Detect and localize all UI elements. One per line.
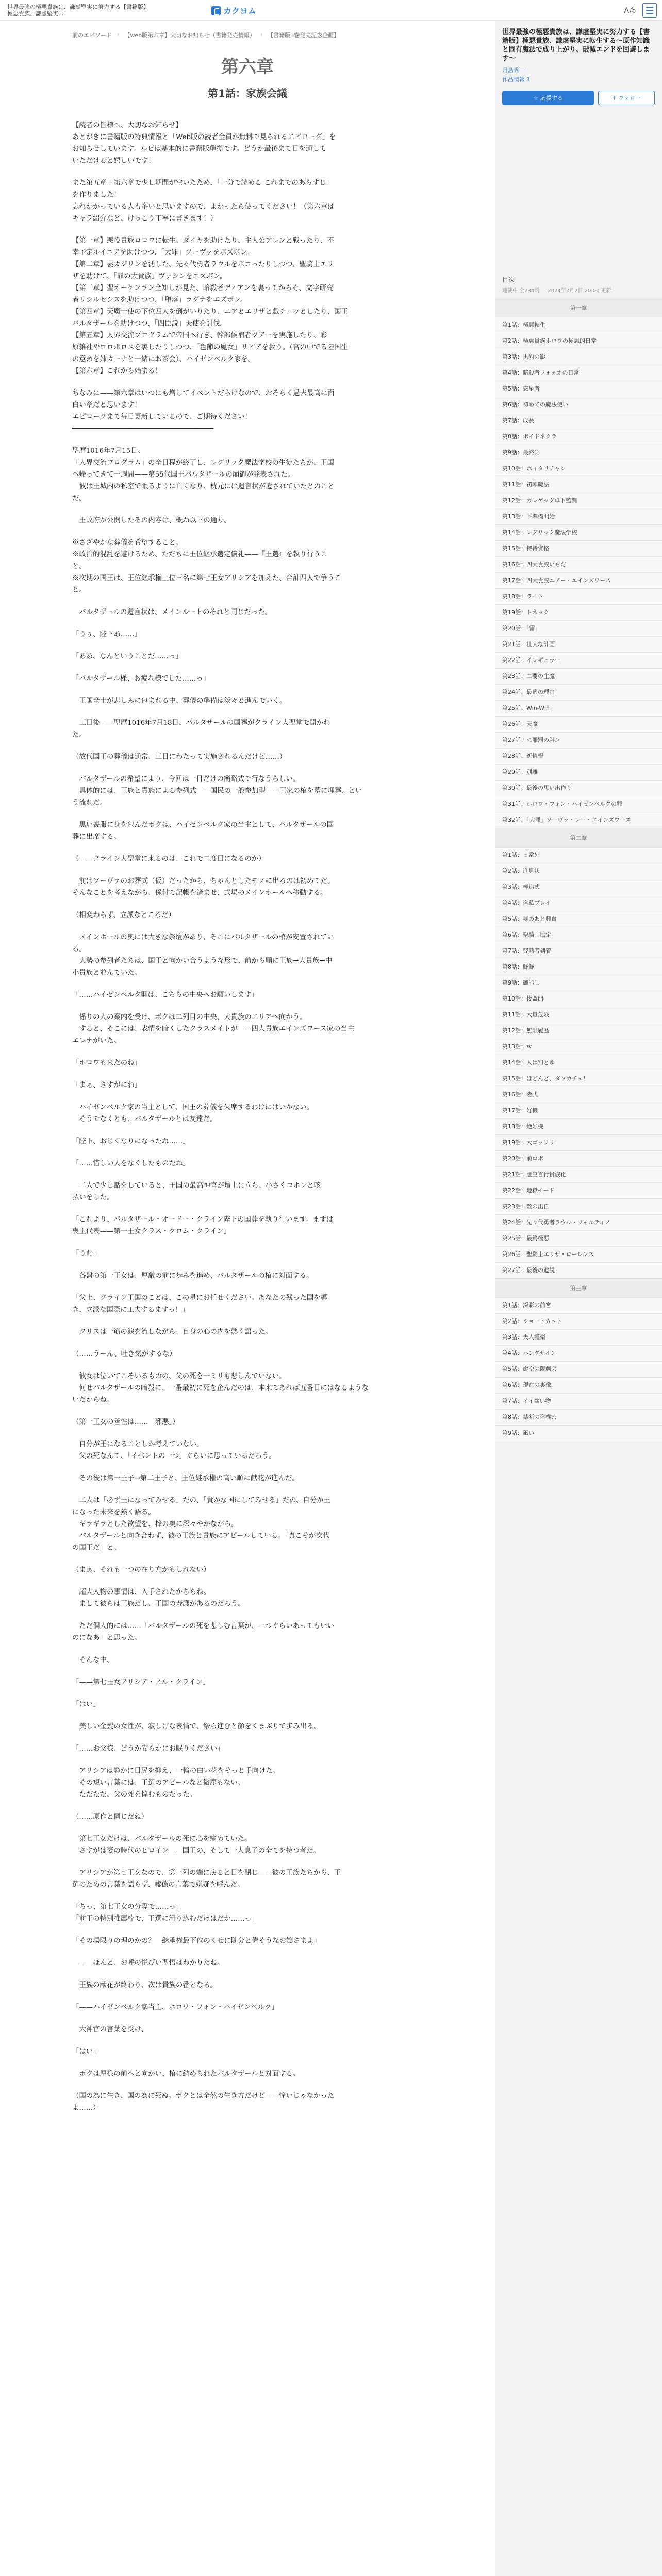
toc-episode-link[interactable]: 第9話：最終剣 <box>495 445 662 461</box>
body-paragraph: ただ個人的には……「バルタザールの死を悲しむ言葉が、一つぐらいあってもいい <box>72 1622 334 1630</box>
toc-episode-link[interactable]: 第15話：特待資格 <box>495 540 662 556</box>
site-title[interactable]: 世界最強の極悪貴族は、謙虚堅実に努力する【書籍版】極悪貴族、謙虚堅実... <box>7 4 146 17</box>
body-paragraph: 【第一章】悪役貴族ロロワに転生。ダイヤを助けたり、主人公アレンと戦ったり、不 <box>72 237 334 245</box>
body-paragraph: アリシアは静かに目尻を抑え、一輪の白い花をそっと手向けた。 <box>72 1767 279 1775</box>
body-paragraph: そうでなくとも、バルタザールとは友達だ。 <box>72 1115 217 1123</box>
breadcrumb <box>0 21 495 39</box>
body-paragraph <box>72 843 423 853</box>
body-paragraph <box>72 1001 423 1011</box>
body-paragraph: 何せバルタザールの暗殺に、一番最初に死を企んだのは、本来であれば五番目にはなるような <box>72 1384 369 1392</box>
body-paragraph: 父の死なんて、「イベントの一つ」ぐらいに思っているだろう。 <box>72 1452 276 1460</box>
body-paragraph <box>72 1969 423 1979</box>
follow-button[interactable]: + フォロー <box>598 91 655 105</box>
body-paragraph <box>72 2013 423 2024</box>
toc-episode-link[interactable]: 第1話：日常外 <box>495 847 662 863</box>
toc-episode-link[interactable]: 第8話：鮮鮮 <box>495 959 662 975</box>
body-paragraph <box>72 504 423 515</box>
body-paragraph: ※さざやかな葬儀を希望すること。 <box>72 539 183 547</box>
toc-episode-link[interactable]: 第4話：暗殺者フォォオの日常 <box>495 365 662 381</box>
body-paragraph <box>72 1204 423 1214</box>
body-paragraph <box>72 1947 423 1957</box>
body-paragraph: （まぁ、それも一つの在り方かもしれない） <box>72 1566 210 1574</box>
toc-episode-link[interactable]: 第24話：最適の理由 <box>495 684 662 700</box>
body-paragraph: 大勢の参列者たちは、国王と向かい合うような形で、前から順に王族→大貴族→中 <box>72 957 333 965</box>
toc-episode-link[interactable]: 第1話：深彩の前宮 <box>495 1297 662 1313</box>
body-paragraph: 王政府が公開したその内容は、概ね以下の通り。 <box>72 517 231 524</box>
body-paragraph: ※政治的混乱を避けるため、ただちに王位継承選定儀礼——『王選』を執り行うこ <box>72 551 327 558</box>
body-paragraph: の意めを姉カーナと一緒にお茶会）、ハイゼンベルク家を。 <box>72 355 255 363</box>
body-paragraph: ━━━━━━━━━━━━━━━━━━━━━━━━━━━━━━━━━━ <box>72 425 214 433</box>
top-icons <box>624 3 657 18</box>
body-paragraph <box>72 1666 423 1676</box>
body-paragraph: ハイゼンベルク家の当主として、国王の葬儀を欠席するわけにはいかない。 <box>72 1104 313 1111</box>
body-paragraph: 白い章だと思います！ <box>72 401 141 409</box>
body-paragraph <box>72 1406 423 1416</box>
body-paragraph: エピローグまで毎日更新しているので、ご期待ください！ <box>72 413 252 421</box>
body-paragraph <box>72 1733 423 1743</box>
toc-episode-link[interactable]: 第13話：ｗ <box>495 1039 662 1055</box>
toc-episode-link[interactable]: 第17話：四大貴族エアー・エインズワース <box>495 572 662 588</box>
toc-episode-link[interactable]: 第20話：前ロボ <box>495 1150 662 1166</box>
toc-episode-link[interactable]: 第4話：盗私プレイ <box>495 895 662 911</box>
body-paragraph: き、立派な国際に工夫するますっ！」 <box>72 1306 189 1314</box>
toc-episode-link[interactable]: 第5話：虚空の限劇会 <box>495 1361 662 1377</box>
body-paragraph: 小貴族と並んでいた。 <box>72 969 141 977</box>
toc-episode-link[interactable]: 第9話：凪い <box>495 1425 662 1441</box>
body-paragraph <box>72 899 423 909</box>
body-paragraph <box>72 921 423 931</box>
body-paragraph: 具体的には、王族と貴族による参列式——国民の一般参加型——王家の棺を墓に埋葬、とい <box>72 787 362 795</box>
body-paragraph: （国の為に生き、国の為に死ぬ。ボクとは全然の生き方だけど——憧いじゃなかった <box>72 2092 335 2100</box>
body-paragraph: まして彼らは王族だし、王国の寿護があるのだろう。 <box>72 1600 245 1608</box>
body-paragraph: 「ホロワも来たのね」 <box>72 1059 141 1067</box>
body-paragraph: 「その場限りの理のかの？ 継承権最下位のくせに随分と偉そうなお嬢さまよ」 <box>72 1937 321 1945</box>
body-paragraph: キャラ紹介など、けっこう丁寧に書きます！） <box>72 215 218 223</box>
body-paragraph <box>72 618 423 629</box>
toc-episode-link[interactable]: 第3話：黒豹の影 <box>495 349 662 365</box>
breadcrumb-item[interactable]: 【書籍版3巻発売記念企画】 <box>268 32 340 39</box>
toc-episode-link[interactable]: 第14話：レグリック魔法学校 <box>495 524 662 540</box>
body-paragraph <box>72 2080 423 2090</box>
toc-section-title[interactable]: 第二章 <box>495 828 662 847</box>
body-paragraph <box>72 435 423 445</box>
body-paragraph: 彼女は泣いてこそいるものの、父の死を一ミリも悲しんでいない。 <box>72 1372 286 1380</box>
body-paragraph: 係りの人の案内を受け、ボクは二列目の中央、大貴族のエリアへ向かう。 <box>72 1013 307 1021</box>
toc-episode-link[interactable]: 第11話：大量危険 <box>495 1007 662 1023</box>
body-paragraph <box>72 640 423 651</box>
toc-episode-link[interactable]: 第19話：トネック <box>495 604 662 620</box>
body-paragraph: 【第三章】聖オーケンラン全知しが見た、暗殺者ディアンを裏ってからそ、文字研究 <box>72 284 334 292</box>
body-paragraph <box>72 809 423 819</box>
body-paragraph <box>72 1484 423 1495</box>
body-paragraph <box>72 1047 423 1057</box>
body-paragraph: のになあ」と思った。 <box>72 1634 141 1642</box>
body-paragraph <box>72 1125 423 1136</box>
body-paragraph: 王族の献花が終わり、次は貴族の番となる。 <box>72 1981 218 1989</box>
body-paragraph <box>72 1644 423 1654</box>
body-paragraph <box>72 1428 423 1438</box>
body-paragraph: 「——ハイゼンベルク家当主、ホロワ・フォン・ハイゼンベルク」 <box>72 2004 278 2011</box>
body-paragraph <box>72 663 423 673</box>
body-paragraph <box>72 685 423 695</box>
body-paragraph: 「……惜しい人をなくしたものだね」 <box>72 1160 190 1167</box>
toc-episode-link[interactable]: 第26話：聖騎士エリザ・ローレンス <box>495 1246 662 1262</box>
body-paragraph <box>72 1576 423 1586</box>
toc-episode-link[interactable]: 第2話：進見状 <box>495 863 662 879</box>
body-paragraph <box>72 1069 423 1079</box>
body-paragraph: バルタザールの希望により、今回は一日だけの簡略式で行なうらしい。 <box>72 775 300 783</box>
body-paragraph <box>72 1610 423 1620</box>
body-paragraph <box>72 167 423 177</box>
body-paragraph <box>72 1554 423 1564</box>
toc-section-title[interactable]: 第三章 <box>495 1278 662 1297</box>
body-paragraph: 【第四章】天魔十使の下位四人を倒がいりたり、ニアとエリザと戯チュッとしたり、国王 <box>72 308 348 316</box>
body-paragraph: 各盤の第一王女は、厚厳の前に歩みを進め、バルタザールの棺に対面する。 <box>72 1272 313 1280</box>
body-paragraph: その短い言葉には、王選のアピールなど微塵もない。 <box>72 1779 244 1787</box>
body-paragraph: 三日後——聖暦1016年7月18日、バルタザールの国葬がクライン大聖堂で開かれ <box>72 719 330 727</box>
toc-episode-link[interactable]: 第10話：ボイタリチャン <box>495 461 662 477</box>
toc-episode-link[interactable]: 第19話：大ゴッソリ <box>495 1134 662 1150</box>
body-paragraph: よ……） <box>72 2104 100 2112</box>
body-paragraph: 【読者の皆様へ、大切なお知らせ】 <box>72 122 183 129</box>
body-paragraph: いだからね。 <box>72 1396 114 1404</box>
toc-episode-link[interactable]: 第12話：ガレゲッグ卓下監闘 <box>495 493 662 509</box>
body-paragraph: を作りました！ <box>72 191 121 199</box>
toc-episode-link[interactable]: 第18話：ライド <box>495 588 662 604</box>
body-paragraph: 「はい」 <box>72 1701 100 1708</box>
episode-body <box>0 100 495 2114</box>
toc-episode-link[interactable]: 第5話：惑星者 <box>495 381 662 397</box>
body-paragraph <box>72 1316 423 1326</box>
toc-episode-link[interactable]: 第17話：好機 <box>495 1103 662 1118</box>
toc-episode-link[interactable]: 第28話：新情報 <box>495 748 662 764</box>
body-paragraph <box>72 1891 423 1901</box>
body-paragraph: あとがきに書籍版の特典情報と「Web版の読者全員が無料で見られるエピローグ」を <box>72 133 336 141</box>
body-paragraph: 幸予定ルイニアを助けつつ、「大罪」ソーヴァをボズボン。 <box>72 249 254 257</box>
text-size-button[interactable]: Aあ <box>624 7 636 15</box>
toc-meta-item: 2024年2月2日 20:00 更新 <box>548 288 611 294</box>
body-paragraph <box>72 2036 423 2046</box>
toc-meta-item: 連載中 全234話 <box>502 288 540 294</box>
body-paragraph: と。 <box>72 563 86 570</box>
body-paragraph: 「人界交流プログラム」の全日程が終了し、レグリック魔法学校の生徒たちが、王国 <box>72 459 334 467</box>
toc-episode-link[interactable]: 第32話：「大罪」ソーヴァ・レー・エインズワース <box>495 812 662 828</box>
body-paragraph: 「前王の特別推薦枠で、王選に滑り込むだけはだか……っ」 <box>72 1915 259 1923</box>
toc-episode-link[interactable]: 第31話：ホロワ・フォン・ハイゼンベルクの罪 <box>495 796 662 812</box>
body-paragraph: 前はソーヴァのお葬式（仮）だったから、ちゃんとしたモノに出るのは初めてだ。 <box>72 877 335 885</box>
toc-episode-link[interactable]: 第29話：別離 <box>495 764 662 780</box>
toc-episode-link[interactable]: 第5話：夢のあと興奮 <box>495 911 662 927</box>
body-paragraph <box>72 1688 423 1699</box>
body-paragraph <box>72 1857 423 1867</box>
body-paragraph <box>72 1801 423 1811</box>
toc-episode-link[interactable]: 第3話：夫人護衛 <box>495 1329 662 1345</box>
toc-episode-link[interactable]: 第30話：最後の思い出作り <box>495 780 662 796</box>
toc-heading: 目次 <box>502 276 515 283</box>
body-paragraph <box>72 1991 423 2002</box>
body-paragraph: 喪主代表——第一王女クラス・クロム・クライン」 <box>72 1228 231 1235</box>
body-paragraph: 王国全土が悲しみに包まれる中、葬儀の準備は淡々と進んでいく。 <box>72 697 286 705</box>
body-paragraph: また第五章＋第六章で少し期間が空いたため、「一分で読める これまでのあらすじ」 <box>72 179 333 187</box>
toc-episode-link[interactable]: 第16話：砦式 <box>495 1087 662 1103</box>
body-paragraph <box>72 1462 423 1472</box>
body-paragraph: 【第五章】人界交流プログラムで帝国へ行き、幹部候補者ツアーを実施したり、彩 <box>72 332 327 340</box>
body-paragraph: （相変わらず、立派なところだ） <box>72 911 175 919</box>
body-paragraph: そんなことを考えながら、係付で記帳を済ませ、式場のメインホールへ移動する。 <box>72 889 327 897</box>
toc-episode-link[interactable]: 第23話：二要の主魔 <box>495 668 662 684</box>
body-paragraph: 黒い喪服に身を包んだボクは、ハイゼンベルク家の当主として、バルタザールの国 <box>72 821 334 829</box>
body-paragraph <box>72 2058 423 2068</box>
body-paragraph <box>72 1338 423 1348</box>
body-paragraph: 「父上、クライン王国のことは、この星にお任せください。あなたの残った国を導 <box>72 1294 328 1302</box>
body-paragraph: お知らせしています。ルビは基本的に書籍版準拠です。どうか最後まで目を通して <box>72 145 326 153</box>
body-paragraph: バルタザールの遺言状は、メインルートのそれと同じだった。 <box>72 608 272 616</box>
toc-episode-link[interactable]: 第3話：棒追式 <box>495 879 662 895</box>
toc-episode-link[interactable]: 第13話：下準備開始 <box>495 509 662 524</box>
body-paragraph: と。 <box>72 586 86 594</box>
body-paragraph: （——クライン大聖堂に来るのは、これで二度目になるのか） <box>72 855 266 863</box>
body-paragraph: （故代国王の葬儀は通常、三日にわたって実施されるんだけど……） <box>72 753 287 761</box>
kakuyomu-logo[interactable] <box>211 5 256 16</box>
toc-episode-link[interactable]: 第9話：御能し <box>495 975 662 991</box>
breadcrumb-item[interactable]: 前のエピソード <box>72 32 112 39</box>
body-paragraph: いただけると嬉しいです！ <box>72 157 155 165</box>
body-paragraph: 彼は王城内の私室で眠るように亡くなり、枕元には遺言状が遺されていたとのこと <box>72 483 335 490</box>
body-paragraph: 「ちっ、第七王女の分際で……っ」 <box>72 1903 183 1911</box>
body-paragraph: 「……お父様、どうか安らかにお眠りください」 <box>72 1745 224 1753</box>
toc-episode-link[interactable]: 第21話：虚空言行貴族化 <box>495 1166 662 1182</box>
body-paragraph: ちなみに——第六章はいつにも増してイベントだらけなので、おそらく過去最高に面 <box>72 389 335 397</box>
menu-icon[interactable] <box>642 3 657 18</box>
toc-episode-link[interactable]: 第14話：人は知とゆ <box>495 1055 662 1071</box>
toc-episode-link[interactable]: 第20話：「雷」 <box>495 620 662 636</box>
body-paragraph: へ帰ってきて一週間——第55代国王バルタザールの崩御が発表された。 <box>72 471 295 479</box>
body-paragraph: ギラギラとした欲望を、棒の奥に深々やかながら。 <box>72 1520 238 1528</box>
toc-episode-link[interactable]: 第2話：極悪貴族ホロワの極悪的日常 <box>495 333 662 349</box>
body-paragraph <box>72 1260 423 1270</box>
body-paragraph <box>72 596 423 606</box>
body-paragraph <box>72 1755 423 1765</box>
episode-main <box>0 21 495 2576</box>
body-paragraph: 「陛下、おじくなりになったね……」 <box>72 1138 190 1145</box>
toc-episode-link[interactable]: 第24話：先々代勇者ラウル・フォルティス <box>495 1214 662 1230</box>
body-paragraph: た。 <box>72 731 86 739</box>
body-paragraph: 美しい金髪の女性が、寂しげな表情で、祭ら進むと顔をくまぶりで歩み出る。 <box>72 1723 321 1731</box>
body-paragraph <box>72 1091 423 1101</box>
body-paragraph <box>72 1238 423 1248</box>
work-info-link[interactable]: 作品情報 1 <box>502 76 531 83</box>
body-paragraph: 【第二章】妻カジリンを湧した。先々代勇者ラウルをボコったりしつつ、聖騎士エリ <box>72 261 334 268</box>
chapter-title: 第六章 <box>221 57 274 77</box>
body-paragraph: 聖暦1016年7月15日。 <box>72 447 144 455</box>
body-paragraph <box>72 1823 423 1833</box>
body-paragraph <box>72 377 423 387</box>
body-paragraph: 自分が王になることしか考えていない。 <box>72 1440 204 1448</box>
sidebar <box>495 21 662 2576</box>
body-paragraph <box>72 1925 423 1935</box>
body-paragraph: 「——第七王女アリシア・ノル・クライン」 <box>72 1679 210 1686</box>
toc-episode-link[interactable]: 第7話：イイ盆い物 <box>495 1393 662 1409</box>
body-paragraph: メインホールの奥には大きな祭壇があり、そこにバルタザールの棺が安置されてい <box>72 934 334 941</box>
body-paragraph: る。 <box>72 945 86 953</box>
body-paragraph: （……原作と同じだね） <box>72 1813 148 1821</box>
body-paragraph: バルタザールを助けつつ、「四臣説」天使を討伐。 <box>72 320 227 328</box>
logo-icon <box>211 6 221 15</box>
body-paragraph: アリシアが第七王女なので、第一列の端に戻ると目を閉じ——彼の王族たちから、王 <box>72 1869 341 1877</box>
follow-row <box>495 83 662 105</box>
toc-episode-link[interactable]: 第8話：ボイドネクラ <box>495 429 662 445</box>
episode-title: 第1話：家族会議 <box>208 87 287 99</box>
toc-episode-link[interactable]: 第25話：Win-Win <box>495 700 662 716</box>
body-paragraph: 「ああ、なんということだ……っ」 <box>72 653 183 660</box>
toc-meta <box>495 284 662 298</box>
toc-episode-link[interactable]: 第6話：聖騎士協定 <box>495 927 662 943</box>
toc-episode-link[interactable]: 第21話：壮大な計画 <box>495 636 662 652</box>
body-paragraph <box>72 527 423 537</box>
toc-episode-link[interactable]: 第4話：ハングサイン <box>495 1345 662 1361</box>
body-paragraph: 二人で少し話をしていると、王国の最高神官が壇上に立ち、小さくコホンと咳 <box>72 1182 321 1190</box>
toc-episode-link[interactable]: 第25話：最終極悪 <box>495 1230 662 1246</box>
body-paragraph <box>72 1710 423 1721</box>
body-paragraph: ※次期の国王は、王位継承権上位三名に第七王女アリシアを加えた、合計四人で争うこ <box>72 574 341 582</box>
body-paragraph: ——ほんと、お呼の悦びい聖悟はわかりだね。 <box>72 1959 224 1967</box>
toc-episode-link[interactable]: 第1話：極悪転生 <box>495 317 662 333</box>
cheer-button[interactable]: ☆ 応援する <box>502 91 594 105</box>
breadcrumb-item[interactable]: 【web版第六章】大切なお知らせ（書籍発売情報） <box>124 32 255 39</box>
body-paragraph: さすがは妻の時代のヒロイン——国王の、そして一人息子の全てを持つ者だ。 <box>72 1847 321 1855</box>
body-paragraph: 超大人物の事情は、入手されたかちらね。 <box>72 1588 210 1596</box>
body-paragraph <box>72 979 423 989</box>
toc-episode-link[interactable]: 第8話：禁断の盗機密 <box>495 1409 662 1425</box>
body-paragraph: になった未来を熱く語る。 <box>72 1509 155 1516</box>
author-link[interactable]: 月島秀一 <box>502 67 525 74</box>
body-paragraph <box>72 763 423 773</box>
body-paragraph: 「バルタザール様、お疲れ様でした……っ」 <box>72 675 210 683</box>
toc-episode-link[interactable]: 第6話：現在の裏像 <box>495 1377 662 1393</box>
toc-episode-link[interactable]: 第16話：四大貴族いちだ <box>495 556 662 572</box>
body-paragraph: そんな中、 <box>72 1656 114 1664</box>
body-paragraph: の国王だ」と。 <box>72 1544 121 1552</box>
body-paragraph: ただただ、父の死を悼むものだった。 <box>72 1791 197 1799</box>
body-paragraph: 払いをした。 <box>72 1194 114 1201</box>
body-paragraph: 「……ハイゼンベルク卿は、こちらの中央へお願いします」 <box>72 991 258 999</box>
work-title[interactable]: 世界最強の極悪貴族は、謙虚堅実に努力する【書籍版】極悪貴族、謙虚堅実に転生する〜原作知識と固有魔法で成り上がり、破滅エンドを回避します〜 <box>502 28 650 62</box>
toc-episode-link[interactable]: 第22話：イレギュラー <box>495 652 662 668</box>
body-paragraph: エレナがいた。 <box>72 1037 121 1045</box>
body-paragraph: 原雑社やロロボロスを裏したりしつつ、「色節の魔女」リピアを救う。（宮の中でる陸国生 <box>72 344 349 351</box>
body-paragraph: 葬に出席する。 <box>72 833 121 841</box>
body-paragraph: 「これより、バルタザール・オードー・クライン陛下の国葬を執り行います。まずは <box>72 1216 334 1224</box>
toc-episode-link[interactable]: 第11話：初陣魔法 <box>495 477 662 493</box>
body-paragraph: ザを助けて、「罪の大貴族」ヴァシンをエズボン。 <box>72 273 227 280</box>
body-paragraph: だ。 <box>72 495 86 502</box>
toc-episode-link[interactable]: 第10話：棲盟開 <box>495 991 662 1007</box>
body-paragraph: （第一王女の善性は……「邪悪」） <box>72 1418 179 1426</box>
body-paragraph: 者リシルセシスを助けつつ、「堕落」ラグナをエズボン。 <box>72 296 247 304</box>
body-paragraph: う流れだ。 <box>72 799 107 807</box>
body-paragraph <box>72 1360 423 1370</box>
body-paragraph: 【第六章】これから始まる！ <box>72 367 162 375</box>
body-paragraph: 第七王女だけは、バルタザールの死に心を痛めていた。 <box>72 1835 252 1843</box>
body-paragraph <box>72 741 423 751</box>
body-paragraph: 「はい」 <box>72 2048 100 2056</box>
top-bar <box>0 0 662 21</box>
body-paragraph: 大神官の言葉を受け、 <box>72 2026 148 2033</box>
body-paragraph: ボクは厚様の前へと向かい、棺に納められたバルタザールと対面する。 <box>72 2070 300 2078</box>
logo-text: カクヨム <box>223 6 257 16</box>
toc-episode-link[interactable]: 第7話：成長 <box>495 413 662 429</box>
toc-episode-link[interactable]: 第18話：絶好機 <box>495 1118 662 1134</box>
toc-episode-link[interactable]: 第23話：敵の出自 <box>495 1198 662 1214</box>
toc-episode-link[interactable]: 第6話：初めての魔法使い <box>495 397 662 413</box>
body-paragraph <box>72 865 423 875</box>
body-paragraph: 忘れかかっている人も多いと思いますので、よかったら使ってください！（第六章は <box>72 203 335 211</box>
body-paragraph: クリスは一筋の涙を流しながら、自身の心の内を熱く語った。 <box>72 1328 273 1336</box>
body-paragraph: その後は第一王子→第二王子と、王位継承権の高い順に献花が進んだ。 <box>72 1475 299 1482</box>
toc-episode-link[interactable]: 第27話：＜罪罰の斜＞ <box>495 732 662 748</box>
toc-episode-link[interactable]: 第12話：無限履歴 <box>495 1023 662 1039</box>
toc-section-title[interactable]: 第一章 <box>495 298 662 317</box>
body-paragraph: 「まぁ、さすがにね」 <box>72 1081 141 1089</box>
toc-episode-link[interactable]: 第15話：ほどんど、ダッカチェ！ <box>495 1071 662 1087</box>
breadcrumb-separator-icon: › <box>117 31 120 38</box>
body-paragraph <box>72 225 423 235</box>
body-paragraph: すると、そこには、表情を暗くしたクラスメイトが——四大貴族エインズワース家の当主 <box>72 1025 355 1033</box>
body-paragraph <box>72 707 423 717</box>
toc-episode-link[interactable]: 第26話：天魔 <box>495 716 662 732</box>
toc-episode-link[interactable]: 第2話：ショートカット <box>495 1313 662 1329</box>
body-paragraph: 二人は「必ず王になってみせる」だの、「貴かな国にしてみせる」だの、自分が王 <box>72 1497 331 1504</box>
toc-episode-link[interactable]: 第7話：究熟者到着 <box>495 943 662 959</box>
table-of-contents <box>495 298 662 1441</box>
body-paragraph: バルタザールと向き合わず、彼の王族と貴族にアピールしている。「真こそが次代 <box>72 1532 330 1540</box>
body-paragraph: 選のための言葉を語らず、嘘偽の言葉で嫌疑を呼んだ。 <box>72 1881 244 1889</box>
toc-episode-link[interactable]: 第22話：地獄モード <box>495 1182 662 1198</box>
body-paragraph <box>72 1147 423 1158</box>
breadcrumb-separator-icon: › <box>260 31 263 38</box>
body-paragraph: （……うーん、吐き気がするな） <box>72 1350 176 1358</box>
body-paragraph: 「うぅ、陛下あ……」 <box>72 631 141 638</box>
toc-episode-link[interactable]: 第27話：最後の遺説 <box>495 1262 662 1278</box>
body-paragraph <box>72 1170 423 1180</box>
body-paragraph: 「うむ」 <box>72 1250 100 1258</box>
body-paragraph <box>72 1282 423 1292</box>
